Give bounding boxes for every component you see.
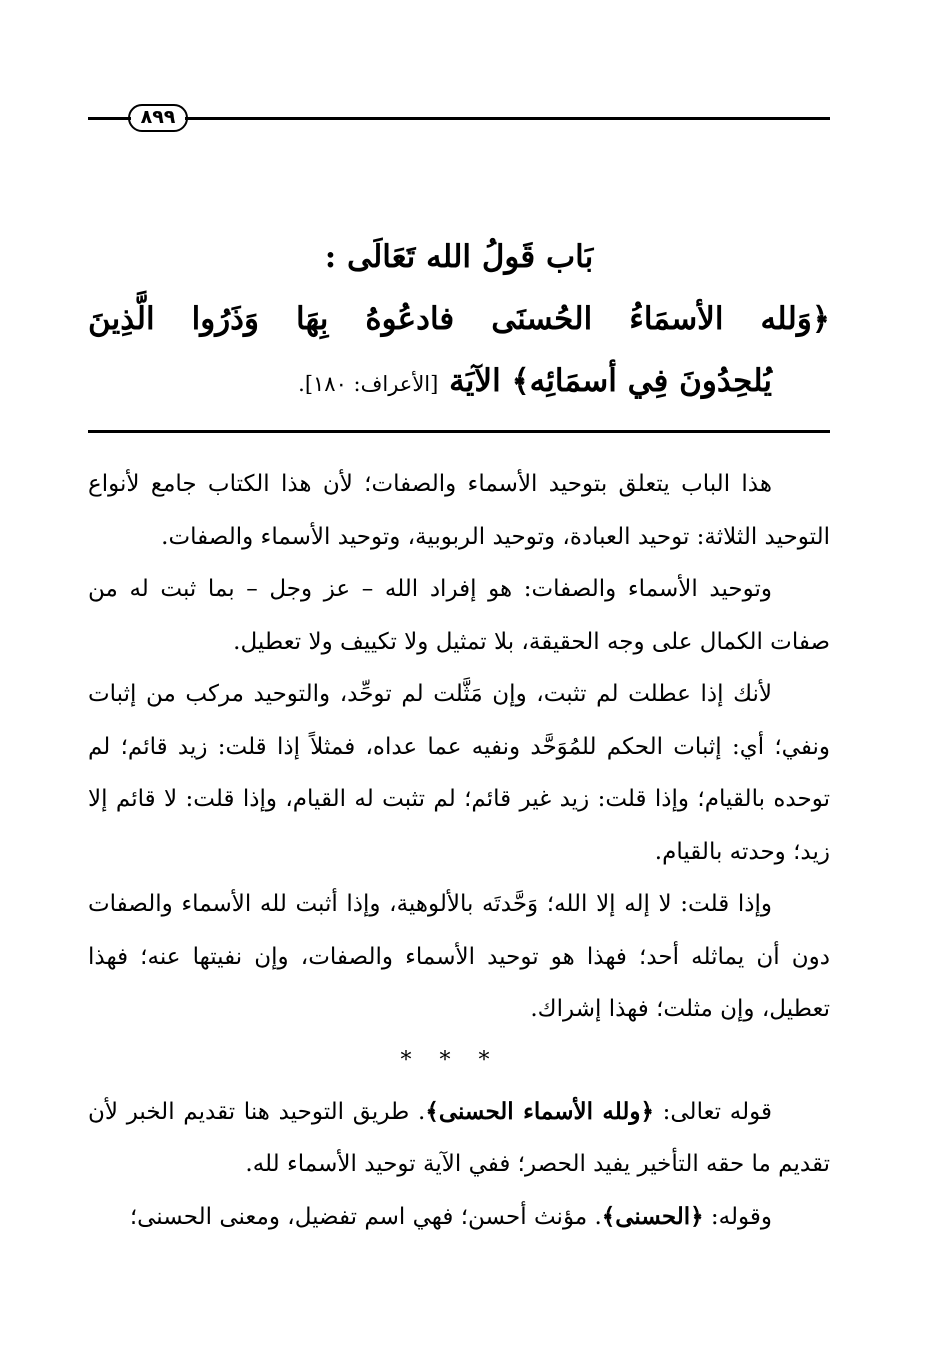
paragraph-5-rest: . طريق التوحيد هنا تقديم الخبر لأن تقديم ما حقه التأخير يفيد الحصر؛ ففي الآية توحيد الأسماء لله. bbox=[88, 1098, 830, 1177]
chapter-heading bbox=[88, 226, 830, 415]
header-rule-left bbox=[88, 117, 131, 120]
section-separator: *** bbox=[400, 1047, 518, 1073]
paragraph-3: لأنك إذا عطلت لم تثبت، وإن مَثَّلت لم توحِّد، والتوحيد مركب من إثبات ونفي؛ أي: إثبات الحكم للمُوَحَّد ونفيه عما عداه، فمثلاً إذا قلت: زيد قائم؛ لم توحده بالقيام؛ وإذا قلت: زيد غير قائم؛ لم تثبت له القيام، وإذا قلت: لا قائم إلا زيد؛ وحدته بالقيام. bbox=[88, 681, 830, 865]
paragraph-6-quote: ﴿الحسنى﴾ bbox=[601, 1202, 704, 1230]
chapter-verse-line-3 bbox=[88, 350, 830, 415]
paragraph-5-prefix: قوله تعالى: bbox=[662, 1098, 772, 1125]
chapter-verse-end: يُلحِدُونَ فِي أسمَائِه﴾ الآيَة bbox=[449, 363, 772, 399]
paragraph-2: وتوحيد الأسماء والصفات: هو إفراد الله – عز وجل – بما ثبت له من صفات الكمال على وجه الحقيقة، بلا تمثيل ولا تكييف ولا تعطيل. bbox=[88, 576, 830, 655]
chapter-title-line-1: بَاب قَولُ الله تَعَالَى : bbox=[324, 239, 594, 275]
page-number: ٨٩٩ bbox=[128, 104, 188, 132]
paragraph-6-prefix: وقوله: bbox=[710, 1203, 772, 1230]
chapter-verse-line-2: ﴿وَلله الأسمَاءُ الحُسنَى فادعُوهُ بِهَا وَذَرُوا الَّذِينَ bbox=[88, 301, 830, 337]
paragraph-5-quote: ﴿ولله الأسماء الحسنى﴾ bbox=[425, 1097, 654, 1125]
paragraph-1: هذا الباب يتعلق بتوحيد الأسماء والصفات؛ لأن هذا الكتاب جامع لأنواع التوحيد الثلاثة: توحيد العبادة، وتوحيد الربوبية، وتوحيد الأسماء والصفات. bbox=[88, 471, 830, 550]
paragraph-4: وإذا قلت: لا إله إلا الله؛ وَحَّدتَه بالألوهية، وإذا أثبت لله الأسماء والصفات دون أن يماثله أحد؛ فهذا هو توحيد الأسماء والصفات، وإن نفيتها عنه؛ فهذا تعطيل، وإن مثلت؛ فهذا إشراك. bbox=[88, 891, 830, 1022]
paragraph-5 bbox=[88, 1086, 830, 1191]
header-rule-right bbox=[185, 117, 830, 120]
paragraph-6 bbox=[88, 1191, 830, 1244]
paragraph-6-rest: . مؤنث أحسن؛ فهي اسم تفضيل، ومعنى الحسنى؛ bbox=[129, 1203, 602, 1230]
verse-reference: [الأعراف: ١٨٠]. bbox=[298, 372, 439, 396]
body-text bbox=[88, 458, 830, 1243]
chapter-divider bbox=[88, 430, 830, 433]
